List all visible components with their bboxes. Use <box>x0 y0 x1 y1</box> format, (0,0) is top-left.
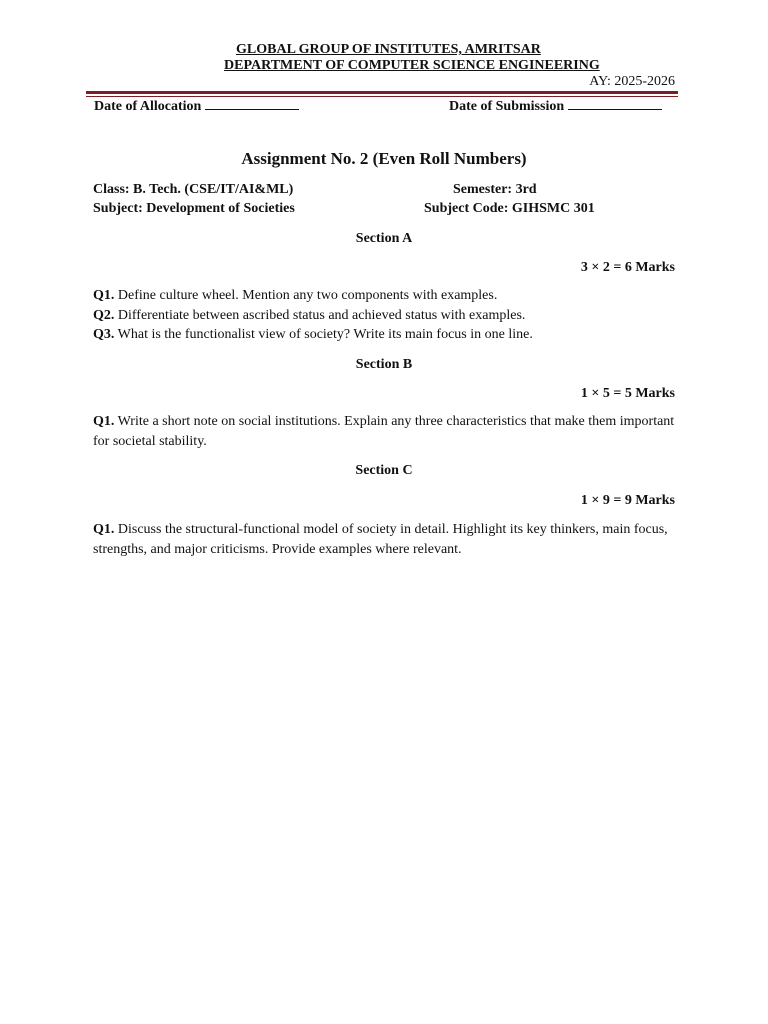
subject-code-info: Subject Code: GIHSMC 301 <box>424 201 595 216</box>
question-text: Discuss the structural-functional model of society in detail. Highlight its key thinkers, main focus, strengths, and major criticisms. Provide examples where relevant. <box>93 522 668 557</box>
date-of-submission-label: Date of Submission <box>449 99 565 114</box>
question-number: Q1. <box>93 522 115 537</box>
question-text: Write a short note on social institutions. Explain any three characteristics that make them important for societal stability. <box>93 414 675 449</box>
section-c-heading: Section C <box>355 463 413 478</box>
question-number: Q1. <box>93 288 115 303</box>
subject-info: Subject: Development of Societies <box>93 201 295 216</box>
date-of-submission-blank <box>568 97 662 110</box>
date-of-allocation-label: Date of Allocation <box>94 99 202 114</box>
class-info: Class: B. Tech. (CSE/IT/AI&ML) <box>93 182 294 197</box>
section-a-question-1 <box>93 286 683 306</box>
section-b-heading: Section B <box>355 357 413 372</box>
section-a-question-3 <box>93 325 683 345</box>
assignment-title: Assignment No. 2 (Even Roll Numbers) <box>241 149 527 168</box>
question-number: Q1. <box>93 414 115 429</box>
question-text: Define culture wheel. Mention any two components with examples. <box>114 288 498 303</box>
question-text: What is the functionalist view of society? Write its main focus in one line. <box>114 327 533 342</box>
question-number: Q3. <box>93 327 115 342</box>
date-of-submission <box>449 97 662 115</box>
section-c-question-1 <box>93 520 668 560</box>
section-a-marks: 3 × 2 = 6 Marks <box>580 260 675 275</box>
date-of-allocation-blank <box>205 97 299 110</box>
department-name: DEPARTMENT OF COMPUTER SCIENCE ENGINEERING <box>224 58 600 73</box>
semester-info: Semester: 3rd <box>453 182 537 197</box>
question-text: Differentiate between ascribed status and achieved status with examples. <box>114 308 526 323</box>
section-a-question-2 <box>93 306 683 326</box>
question-number: Q2. <box>93 308 115 323</box>
section-b-marks: 1 × 5 = 5 Marks <box>580 386 675 401</box>
section-c-marks: 1 × 9 = 9 Marks <box>580 493 675 508</box>
date-of-allocation <box>94 97 299 115</box>
section-b-question-1 <box>93 412 675 452</box>
section-a-heading: Section A <box>355 231 413 246</box>
institute-name: GLOBAL GROUP OF INSTITUTES, AMRITSAR <box>236 42 541 57</box>
header-rule-thick <box>86 91 678 94</box>
academic-year: AY: 2025-2026 <box>589 74 675 89</box>
